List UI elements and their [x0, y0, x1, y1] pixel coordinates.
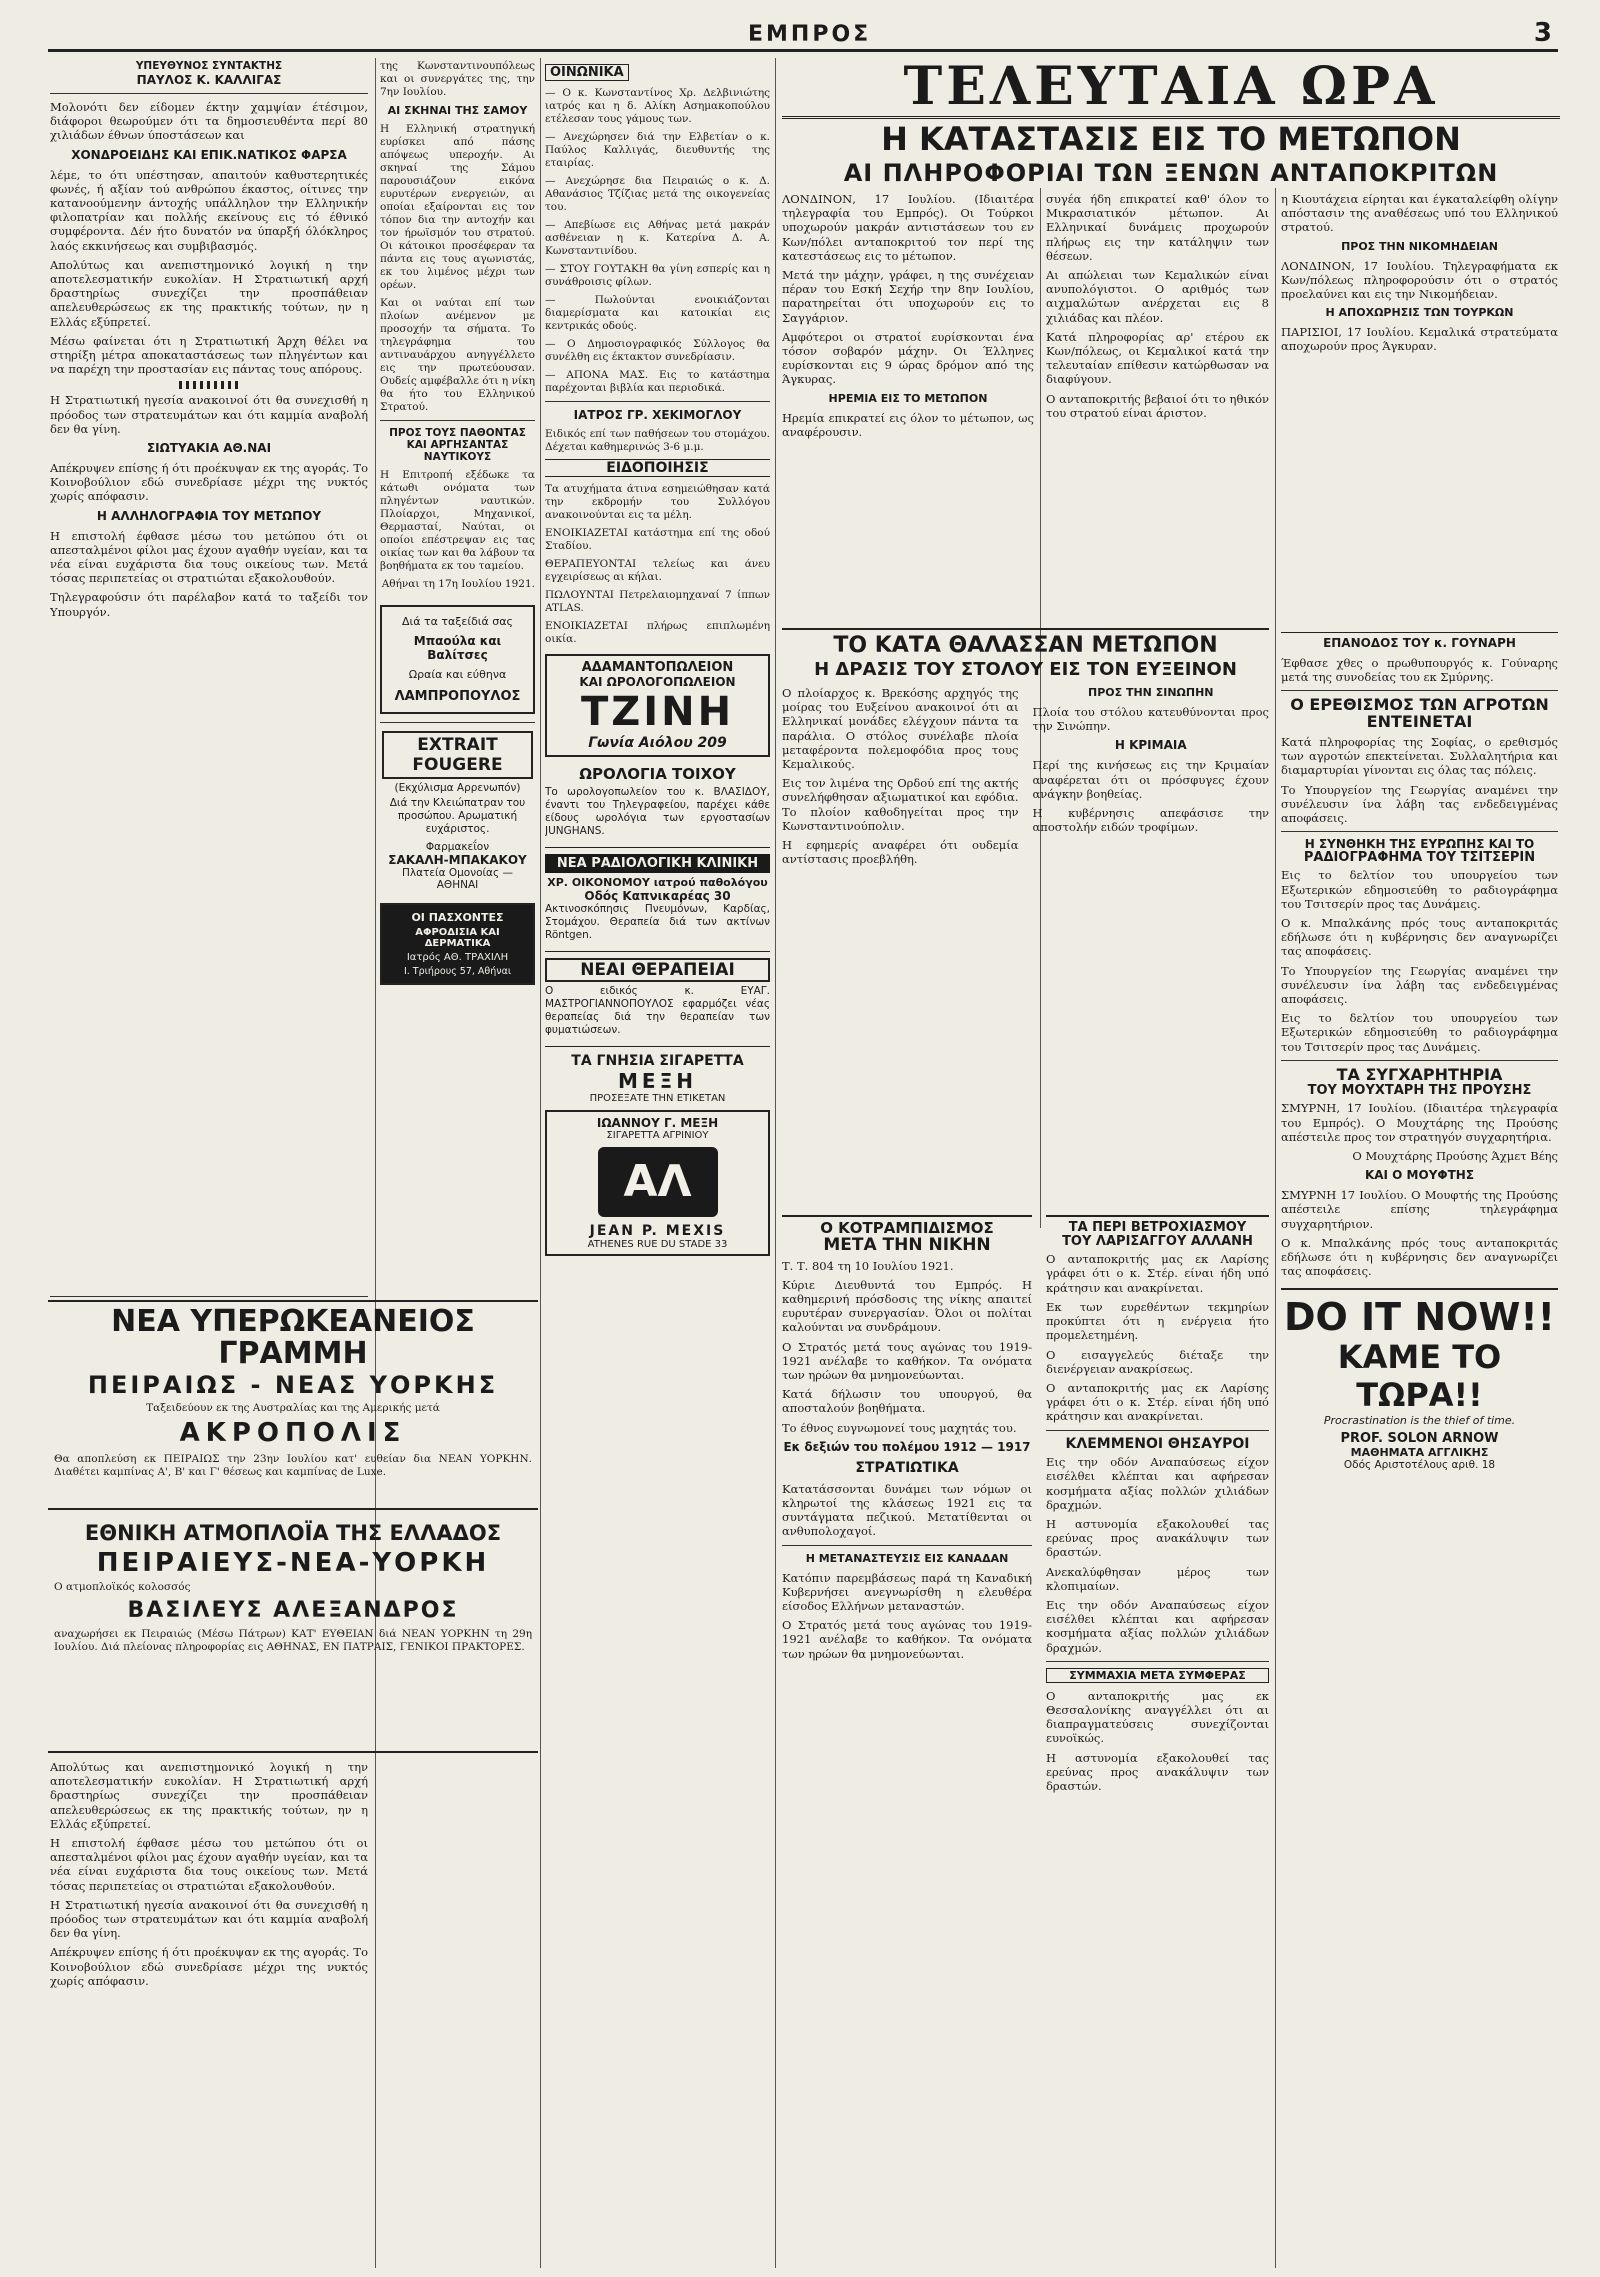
late-news-banner — [782, 58, 1560, 188]
story-title: ΚΛΕΜΜΕΝΟΙ ΘΗΣΑΥΡΟΙ — [1065, 1435, 1250, 1452]
ad-line: Ιατρός ΑΘ. ΤΡΑΧΙΛΗ — [406, 952, 509, 963]
ad-body: Το ωρολογοπωλείον του κ. ΒΛΑΣΙΔΟΥ, έναντι του Τηλεγραφείου, παρέχει κάθε είδους ωρολόγια των εργοστασίων JUNGHANS. — [545, 786, 770, 837]
ad-title: ΝΕΑΙ ΘΕΡΑΠΕΙΑΙ — [545, 958, 770, 982]
section-heading: ΗΡΕΜΙΑ ΕΙΣ ΤΟ ΜΕΤΩΠΟΝ — [828, 391, 988, 405]
ad-line: ΠΡΟΣΕΞΑΤΕ ΤΗΝ ΕΤΙΚΕΤΑΝ — [589, 1093, 726, 1104]
social-note: — ΑΠΟΝΑ ΜΑΣ. Εις το κατάστημα παρέχονται βιβλία και περιοδικά. — [545, 369, 770, 394]
ad-subtitle: Ο ατμοπλοϊκός κολοσσός — [54, 1581, 191, 1594]
section-kicker: ΣΙΩΤΥΑΚΙΑ ΑΘ.ΝΑΙ — [146, 441, 272, 456]
column-lower-right-middle — [1046, 1215, 1269, 2270]
article-dateline: Τ. Τ. 804 τη 10 Ιουλίου 1921. — [782, 1258, 954, 1273]
article-paragraph: Η Ελληνική στρατηγική ευρίσκει από πάσης απόψεως υπεροχήν. Αι σκηναί της Σάμου παρουσιάζουν εικόνα ευρυτέρων ενεργειών, αι οποίαι εξαίρονται εις τον τόπον δια την αντοχήν και τον ήρωϊσμόν του στρατού. Οι κάτοικοι προσέφεραν τα πάντα εις τους αγωνιστάς, εκ του λιμένος μέχρι των ορέων. — [380, 123, 535, 291]
divider — [1046, 1661, 1269, 1662]
column-3 — [545, 60, 770, 2270]
article-paragraph: Ο ανταποκριτής μας εκ Λαρίσης γράφει ότι ο κ. Στέρ. είναι ήδη υπό κράτησιν και ανακρίνεται. — [1046, 1252, 1269, 1295]
ad-wall-clocks — [545, 765, 770, 848]
ad-mexis-label — [545, 1110, 770, 1256]
article-paragraph: Ο εισαγγελεύς διέταξε την διενέργειαν ανακρίσεως. — [1046, 1347, 1269, 1376]
ad-national-steamship — [48, 1518, 538, 1753]
article-paragraph: Η κυβέρνησις απεφάσισε την αποστολήν ειδών τροφίμων. — [1032, 806, 1269, 835]
ad-brand: ΛΑΜΠΡΟΠΟΥΛΟΣ — [394, 689, 521, 704]
section-heading: ΕΙΔΟΠΟΙΗΣΙΣ — [545, 459, 770, 477]
right-column-a — [782, 192, 1034, 622]
column-2 — [380, 60, 535, 1295]
section-heading: ΠΡΟΣ ΤΗΝ ΣΙΝΩΠΗΝ — [1088, 685, 1214, 699]
social-note: — Απεβίωσε εις Αθήνας μετά μακράν ασθένειαν η κ. Κατερίνα Δ. Α. Κωνσταντινίδου. — [545, 219, 770, 257]
column-rule — [540, 58, 541, 2268]
banner-title: ΤΕΛΕΥΤΑΙΑ ΩΡΑ — [782, 58, 1560, 119]
article-paragraph: Αμφότεροι οι στρατοί ευρίσκονται ένα τόσον σοβαρόν μάχην. Οι Έλληνες ευρίσκονται εις 9 ώρας δρόμον από της Άγκυρας. — [782, 329, 1034, 387]
section-heading: Εκ δεξιών του πολέμου 1912 — 1917 — [783, 1439, 1031, 1454]
ad-line: Procrastination is the thief of time. — [1323, 1414, 1516, 1428]
section-kicker: Η ΑΛΛΗΛΟΓΡΑΦΙΑ ΤΟΥ ΜΕΤΩΠΟΥ — [96, 508, 322, 523]
ad-brand: ΜΕΞΗ — [618, 1069, 697, 1093]
story-title: Η ΣΥΝΘΗΚΗ ΤΗΣ ΕΥΡΩΠΗΣ ΚΑΙ ΤΟ — [1304, 837, 1535, 852]
editor-title: ΥΠΕΥΘΥΝΟΣ ΣΥΝΤΑΚΤΗΣ — [135, 60, 283, 72]
article-paragraph: Η αστυνομία εξακολουθεί τας ερεύνας προς ανακάλυψιν των δραστών. — [1046, 1517, 1269, 1560]
social-note: — Ο Δημοσιογραφικός Σύλλογος θα συνέλθη εις έκτακτον συνεδρίασιν. — [545, 338, 770, 363]
article-paragraph: Εις το δελτίον του υπουργείου των Εξωτερικών εδημοσιεύθη το ραδιογράφημα του Τσιτσερίν προς τας Δυνάμεις. — [1281, 868, 1558, 911]
article-paragraph: Περί της κινήσεως εις την Κριμαίαν αναφέρεται ότι οι πρόσφυγες έχουν ανάγκην βοηθείας. — [1032, 758, 1269, 801]
social-note: — Ο κ. Κωνσταντίνος Χρ. Δελβινιώτης ιατρός και η δ. Αλίκη Ασημακοπούλου ετέλεσαν τους γάμους των. — [545, 87, 770, 125]
ad-tzini-jewelry — [545, 654, 770, 757]
story-sea-front — [782, 628, 1269, 1208]
divider — [1046, 1430, 1269, 1431]
article-paragraph: Κατατάσσονται δυνάμει των νόμων οι κληρωτοί της κλάσεως 1921 εις τα συντάγματα πεζικού. Μετατίθενται οι ανθυπολοχαγοί. — [782, 1481, 1032, 1539]
right-column-b — [1046, 192, 1269, 622]
article-paragraph: Ο κ. Μπαλκάνης πρός τους ανταποκριτάς εδήλωσε ότι η κυβέρνησις δεν αναγνωρίζει τας αποφάσεις. — [1281, 916, 1558, 959]
article-paragraph: Η Στρατιωτική ηγεσία ανακοινοί ότι θα συνεχισθή η πρόοδος των στρατευμάτων και ότι καμμία αναβολή δεν θα γίνη. — [50, 393, 368, 436]
ad-ship-line-acropolis — [48, 1300, 538, 1510]
column-rule — [775, 58, 776, 2268]
right-column-c — [1281, 192, 1558, 622]
ad-title: EXTRAIT FOUGERE — [382, 731, 533, 779]
ad-line: (Εκχύλισμα Αρρενωπόν) — [394, 782, 521, 794]
article-paragraph: Η εφημερίς αναφέρει ότι ουδεμία αντίστασις προεβλήθη. — [782, 838, 1019, 867]
article-paragraph: Και οι ναύται επί των πλοίων ανέμενον με προσοχήν τα σήματα. Το τηλεγράφημα του αντιναυάρχου ανηγγέλλετο εις την πρωτεύουσαν. Ουδείς αμφέβαλλε ότι η νίκη θα ήτο του Ελληνικού Στρατού. — [380, 297, 535, 413]
article-paragraph: Ο κ. Μπαλκάνης πρός τους ανταποκριτάς εδήλωσε ότι η κυβέρνησις δεν αναγνωρίζει τας αποφάσεις. — [1281, 1235, 1558, 1279]
classified: ΠΩΛΟΥΝΤΑΙ Πετρελαιομηχαναί 7 ίππων ATLAS. — [545, 589, 770, 614]
story-body — [782, 686, 1269, 866]
ad-line: ΚΑΙ ΩΡΟΛΟΓΟΠΩΛΕΙΟΝ — [579, 675, 736, 689]
ad-luggage — [380, 605, 535, 714]
column-rule — [1275, 188, 1276, 2268]
article-paragraph: Ο ανταποκριτής μας εκ Θεσσαλονίκης αναγγέλλει ότι αι διαπραγματεύσεις συνεχίζονται ευνοϊκώς. — [1046, 1688, 1269, 1746]
ad-ship-name: ΒΑΣΙΛΕΥΣ ΑΛΕΞΑΝΔΡΟΣ — [127, 1598, 459, 1624]
story-title: Ο ΚΟΤΡΑΜΠΙΔΙΣΜΟΣ — [820, 1219, 994, 1237]
classified: ΘΕΡΑΠΕΥΟΝΤΑΙ τελείως και άνευ εγχειρίσεως αι κήλαι. — [545, 558, 770, 583]
social-note: — Ανεχώρησεν διά την Ελβετίαν ο κ. Παύλος Καλλιγάς, διευθυντής της εταιρίας. — [545, 131, 770, 169]
ad-title: ΤΑ ΓΝΗΣΙΑ ΣΙΓΑΡΕΤΤΑ — [571, 1053, 744, 1069]
main-headline: Η ΚΑΤΑΣΤΑΣΙΣ ΕΙΣ ΤΟ ΜΕΤΩΠΟΝ — [881, 120, 1461, 158]
masthead: ΕΜΠΡΟΣ — [748, 22, 872, 47]
article-paragraph: Τηλεγραφούσιν ότι παρέλαβον κατά το ταξείδι τον Υπουργόν. — [50, 590, 368, 619]
ad-brand: PROF. SOLON ARNOW — [1340, 1431, 1499, 1447]
article-dateline: Αθήναι τη 17η Ιουλίου 1921. — [381, 578, 535, 590]
story-subtitle: ΜΕΤΑ ΤΗΝ ΝΙΚΗΝ — [823, 1234, 991, 1255]
article-paragraph: Έφθασε χθες ο πρωθυπουργός κ. Γούναρης μετά της συνοδείας του εκ Σμύρνης. — [1281, 656, 1558, 685]
ad-line: ΟΙ ΠΑΣΧΟΝΤΕΣ — [411, 911, 504, 924]
right-column-c-lower — [1281, 628, 1558, 2268]
ad-route: ΠΕΙΡΑΙΕΥΣ-ΝΕΑ-ΥΟΡΚΗ — [96, 1548, 490, 1579]
ad-line: Ωραία και εύθηνα — [408, 668, 507, 681]
article-paragraph: Το Υπουργείον της Γεωργίας αναμένει την συνέλευσιν ίνα λάβη τας ενδεδειγμένας αποφάσεις. — [1281, 963, 1558, 1007]
ad-route: ΠΕΙΡΑΙΩΣ - ΝΕΑΣ ΥΟΡΚΗΣ — [87, 1371, 499, 1399]
ad-line: ΜΑΘΗΜΑΤΑ ΑΓΓΛΙΚΗΣ — [1350, 1446, 1489, 1460]
ad-line: ΑΔΑΜΑΝΤΟΠΩΛΕΙΟΝ — [581, 660, 734, 675]
ad-line: Διά τα ταξείδιά σας — [402, 615, 513, 628]
section-heading: ΙΑΤΡΟΣ ΓΡ. ΧΕΚΙΜΟΓΛΟΥ — [573, 408, 742, 422]
divider — [50, 93, 368, 94]
divider — [545, 401, 770, 402]
story-title: ΤΟ ΚΑΤΑ ΘΑΛΑΣΣΑΝ ΜΕΤΩΠΟΝ — [833, 633, 1218, 658]
divider — [50, 1296, 368, 1297]
section-heading: ΠΡΟΣ ΤΟΥΣ ΠΑΘΟΝΤΑΣ ΚΑΙ ΑΡΓΗΣΑΝΤΑΣ ΝΑΥΤΙΚΟΥΣ — [389, 427, 526, 463]
article-signature: Ο Μουχτάρης Προύσης Άχμετ Βέης — [1352, 1148, 1558, 1163]
social-note: — Πωλούνται ενοικιάζονται διαμερίσματα και κατοικίαι εις κεντρικάς οδούς. — [545, 294, 770, 332]
article-paragraph: Το έθνος ευγνωμονεί τους μαχητάς του. — [782, 1420, 1017, 1435]
ad-address: Οδός Καπνικαρέας 30 — [584, 889, 731, 903]
ad-mexis-cigarettes — [545, 1053, 770, 1256]
article-paragraph: Κύριε Διευθυντά του Εμπρός. Η καθημερινή πρόσδοσις της νίκης απαιτεί ευρυτέραν συνεργασίαν. Όλοι οι πολίται καλούνται να συνδράμουν. — [782, 1277, 1032, 1335]
article-paragraph: Η επιστολή έφθασε μέσω του μετώπου ότι οι απεσταλμένοι φίλοι μας έχουν αγαθήν υγείαν, και τα νέα είναι ευχάριστα δια τους οικείους των. Μετά τόσας περιπετείας οι στρατιώται εξακολουθούν. — [50, 1836, 368, 1893]
story-after-victory — [782, 1215, 1032, 2270]
article-paragraph: Ο ανταποκριτής βεβαιοί ότι το ηθικόν του στρατού είναι άριστον. — [1046, 391, 1269, 420]
section-heading: Η ΜΕΤΑΝΑΣΤΕΥΣΙΣ ΕΙΣ ΚΑΝΑΔΑΝ — [805, 1551, 1009, 1565]
article-paragraph: Μολονότι δεν είδομεν έκτην χαμψίαν έτέσιμον, διάφοροι θεωρούμεν ότι τα δημοσιευθέντα περί 80 χιλιάδων έθνων ύποστάσεων και — [50, 100, 368, 143]
column-1-bottom — [50, 1760, 368, 2260]
article-paragraph: συγέα ήδη επικρατεί καθ' όλον το Μικρασιατικόν μέτωπον. Αι Ελληνικαί δυνάμεις προχωρούν πλήρως εις την κατάληψιν των θέσεων. — [1046, 192, 1269, 263]
social-note: — ΣΤΟΥ ΓΟΥΤΑΚΗ θα γίνη εσπερίς και η συνάθροισις φίλων. — [545, 263, 770, 288]
article-paragraph: Εις τον λιμένα της Ορδού επί της ακτής συνελήφθησαν αξιωματικοί και εφόδια. Το πλοίον καθοδηγείται προς την Κωνσταντινούπολιν. — [782, 776, 1019, 833]
ad-address: Πλατεία Ομονοίας — ΑΘΗΝΑΙ — [402, 867, 513, 891]
section-heading: ΚΑΙ Ο ΜΟΥΦΤΗΣ — [1364, 1168, 1475, 1183]
ad-body: Ο ειδικός κ. ΕΥΑΓ. ΜΑΣΤΡΟΓΙΑΝΝΟΠΟΥΛΟΣ εφαρμόζει νέας θεραπείας διά την θεραπείαν των φυματιώσεων. — [545, 985, 770, 1036]
divider — [1281, 831, 1558, 832]
editor-name: ΠΑΥΛΟΣ Κ. ΚΑΛΛΙΓΑΣ — [136, 73, 282, 87]
section-heading: ΑΙ ΣΚΗΝΑΙ ΤΗΣ ΣΑΜΟΥ — [387, 104, 528, 117]
classified: ΕΝΟΙΚΙΑΖΕΤΑΙ κατάστημα επί της οδού Σταδίου. — [545, 527, 770, 552]
divider — [1281, 690, 1558, 691]
ad-title: ΩΡΟΛΟΓΙΑ ΤΟΙΧΟΥ — [579, 765, 736, 783]
article-paragraph: Μετά την μάχην, γράφει, η της συνέχειαν πέραν του Εσκή Σεχήρ την 8ην Ιουλίου, παρατηρείται ότι υποχωρούν εις το Σαγγάριον. — [782, 268, 1034, 325]
article-paragraph: Απολύτως και ανεπιστημονικό λογική η την αποτελεσματικήν ευκολίαν. Η Στρατιωτική αρχή δραστηρίως συνεχίζει την προσπάθειαν απελευθερώσεως εκ της πρακτικής τούτων, ην η Ελλάς εξύπρετεί. — [50, 257, 368, 329]
article-paragraph: ΛΟΝΔΙΝΟΝ, 17 Ιουλίου. (Ιδιαιτέρα τηλεγραφία του Εμπρός). Οι Τούρκοι υποχωρούν μακράν αντιστάσεων του εν Κων/πόλει ανταποκριτού τον περί της κατεστάσεως εις το μέτωπον. — [782, 192, 1034, 263]
main-subheadline: ΑΙ ΠΛΗΡΟΦΟΡΙΑΙ ΤΩΝ ΞΕΝΩΝ ΑΝΤΑΠΟΚΡΙΤΩΝ — [843, 158, 1499, 187]
article-paragraph: ΣΜΥΡΝΗ 17 Ιουλίου. Ο Μουφτής της Προύσης απέστειλε επίσης τηλεγράφημα συγχαρητήριον. — [1281, 1188, 1558, 1231]
section-heading: Η ΑΠΟΧΩΡΗΣΙΣ ΤΩΝ ΤΟΥΡΚΩΝ — [1325, 306, 1514, 320]
divider — [782, 1545, 1032, 1546]
story-subtitle: Η ΔΡΑΣΙΣ ΤΟΥ ΣΤΟΛΟΥ ΕΙΣ ΤΟΝ ΕΥΞΕΙΝΟΝ — [814, 659, 1237, 681]
classified: Τα ατυχήματα άτινα εσημειώθησαν κατά την εκδρομήν του Συλλόγου ανακοινούνται εις τα μέλη. — [545, 483, 770, 521]
ad-line: ΙΩΑΝΝΟΥ Γ. ΜΕΞΗ — [596, 1116, 719, 1130]
ad-title: ΝΕΑ ΥΠΕΡΩΚΕΑΝΕΙΟΣ ΓΡΑΜΜΗ — [111, 1304, 475, 1371]
ad-brand: JEAN P. MEXIS — [589, 1223, 726, 1239]
column-rule — [375, 58, 376, 2268]
ad-title: ΝΕΑ ΡΑΔΙΟΛΟΓΙΚΗ ΚΛΙΝΙΚΗ — [545, 854, 770, 873]
section-kicker: ΧΟΝΔΡΟΕΙΔΗΣ ΚΑΙ ΕΠΙΚ.ΝΑΤΙΚΟΣ ΦΑΡΣΑ — [71, 147, 347, 162]
article-paragraph: Απέκρυψεν επίσης ή ότι προέκυψαν εκ της αγοράς. Το Κοινοβούλιον εδώ συνεδρίασε μέχρι της νυκτός χωρίς απόφασιν. — [50, 461, 368, 504]
article-paragraph: Πλοία του στόλου κατευθύνονται προς την Σινώπην. — [1032, 704, 1269, 734]
ad-line: ΣΙΓΑΡΕΤΤΑ ΑΓΡΙΝΙΟΥ — [606, 1130, 709, 1141]
article-paragraph: Εις το δελτίον του υπουργείου των Εξωτερικών εδημοσιεύθη το ραδιογράφημα του Τσιτσερίν προς τας Δυνάμεις. — [1281, 1011, 1558, 1054]
page-header — [48, 18, 1558, 52]
article-paragraph: Απολύτως και ανεπιστημονικό λογική η την αποτελεσματικήν ευκολίαν. Η Στρατιωτική αρχή δραστηρίως συνεχίζει την προσπάθειαν απελευθερώσεως εκ της πρακτικής τούτων, ην η Ελλάς εξύπρετεί. — [50, 1760, 368, 1831]
section-heading: ΠΡΟΣ ΤΗΝ ΝΙΚΟΜΗΔΕΙΑΝ — [1341, 239, 1498, 253]
story-title: ΣΥΜΜΑΧΙΑ ΜΕΤΑ ΣΥΜΦΕΡΑΣ — [1046, 1668, 1269, 1683]
ad-line: Φαρμακεΐον — [425, 841, 490, 853]
story-subtitle: ΤΟΥ ΛΑΡΙΣΑΓΓΟΥ ΑΛΛΑΝΗ — [1062, 1233, 1253, 1249]
divider — [1281, 1060, 1558, 1061]
article-paragraph: λέμε, το ότι υπέστησαν, απαιτούν καθυστερητικές φωνές, ή αξίαν τού ανθρώπου έκαστος, οίτινες την κατανοούμενην άντοχής υπάλληλον την Ελληνικήν φιλοπατρίαν και πολλής εκείνους εις τό έθνικό συμφέροντα. Δέν ήτο δυνατόν να ύπαρξή όλόκληρος λαός εκκινήσεως και συμβιβασμός. — [50, 167, 368, 253]
article-paragraph: η Κιουτάχεια είρηται και έγκαταλείφθη ολίγην απόστασιν της αναθέσεως υπό του Ελληνικού στρατού. — [1281, 192, 1558, 235]
ad-address: Οδός Αριστοτέλους αριθ. 18 — [1343, 1459, 1496, 1472]
ad-brand: ΤΖΙΝΗ — [580, 689, 735, 735]
divider — [380, 420, 535, 421]
article-paragraph: Μέσω φαίνεται ότι η Στρατιωτική Άρχη θέλει να στηρίξη μέτρα αποκαταστάσεως των πληγέντων και να παρέχη την προστασίαν εις πάντας τους απόρους. — [50, 333, 368, 377]
divider — [380, 722, 535, 723]
story-title: ΕΠΑΝΟΔΟΣ ΤΟΥ κ. ΓΟΥΝΑΡΗ — [1281, 632, 1558, 650]
article-paragraph: ΣΜΥΡΝΗ, 17 Ιουλίου. (Ιδιαιτέρα τηλεγραφία του Εμπρός). Ο Μουχτάρης της Προύσης απέστειλε προς τον στρατηγόν συγχαρητήρια. — [1281, 1101, 1558, 1144]
story-title: ΤΑ ΣΥΓΧΑΡΗΤΗΡΙΑ — [1336, 1064, 1503, 1084]
article-paragraph: Κατόπιν παρεμβάσεως παρά τη Καναδική Κυβερνήσει ανεγνωρίσθη η ελευθέρα είσοδος Ελλήνων μεταναστών. — [782, 1570, 1032, 1614]
article-paragraph: Κατά δήλωσιν του υπουργού, θα αποσταλούν βοηθήματα. — [782, 1387, 1032, 1416]
article-paragraph: Ο ανταποκριτής μας εκ Λαρίσης γράφει ότι ο κ. Στέρ. είναι ήδη υπό κράτησιν και ανακρίνεται. — [1046, 1380, 1269, 1424]
article-paragraph: Εις την οδόν Αναπαύσεως είχον εισέλθει κλέπται και αφήρεσαν κοσμήματα αξίας πολλών χιλιάδων δραχμών. — [1046, 1598, 1269, 1655]
classified: Ειδικός επί των παθήσεων του στομάχου. Δέχεται καθημερινώς 3-6 μ.μ. — [545, 428, 770, 453]
article-paragraph: Το Υπουργείον της Γεωργίας αναμένει την συνέλευσιν ίνα λάβη τας ενδεδειγμένας αποφάσεις. — [1281, 782, 1558, 826]
ad-line: Μπαούλα και Βαλίτσες — [413, 634, 502, 662]
ad-brand: ΣΑΚΑΛΗ-ΜΠΑΚΑΚΟΥ — [388, 853, 527, 867]
story-subtitle: ΡΑΔΙΟΓΡΑΦΗΜΑ ΤΟΥ ΤΣΙΤΣΕΡΙΝ — [1303, 849, 1536, 865]
article-paragraph: Ηρεμία επικρατεί εις όλον το μέτωπον, ως αναφέρουσιν. — [782, 410, 1034, 439]
article-paragraph: Εκ των ευρεθέντων τεκμηρίων προκύπτει ότι η ενέργεια ήτο προμελετημένη. — [1046, 1299, 1269, 1343]
ad-line: ΑΦΡΟΔΙΣΙΑ ΚΑΙ ΔΕΡΜΑΤΙΚΑ — [415, 927, 500, 949]
page-number: 3 — [1533, 18, 1552, 48]
article-paragraph: Κατά πληροφορίας της Σοφίας, ο ερεθισμός των αγροτών επεκτείνεται. Συλλαλητήρια και διαμαρτυρίαι γίνονται εις όλας τας πόλεις. — [1281, 735, 1558, 778]
article-paragraph: Απέκρυψεν επίσης ή ότι προέκυψαν εκ της αγοράς. Το Κοινοβούλιον εδώ συνεδρίασε μέχρι της νυκτός χωρίς απόφασιν. — [50, 1945, 368, 1988]
ad-address: Ι. Τριήρους 57, Αθήναι — [403, 966, 512, 977]
article-paragraph: Ο Στρατός μετά τους αγώνας του 1919-1921 ανέλαβε το καθήκον. Τα ονόματα των ηρώων θα μνημονεύωνται. — [782, 1339, 1032, 1383]
ad-radiology-clinic — [545, 854, 770, 952]
classified: ΕΝΟΙΚΙΑΖΕΤΑΙ πλήρως επιπλωμένη οικία. — [545, 620, 770, 645]
story-title: Ο ΕΡΕΘΙΣΜΟΣ ΤΩΝ ΑΓΡΟΤΩΝ ΕΝΤΕΙΝΕΤΑΙ — [1290, 695, 1549, 732]
ad-title: DO IT NOW!! — [1283, 1295, 1556, 1340]
mexis-logo-icon: ΑΛ — [598, 1147, 718, 1217]
ornament — [179, 381, 239, 389]
article-paragraph: Ο πλοίαρχος κ. Βρεκόσης αρχηγός της μοίρας του Ευξείνου ανακοινοί ότι αι Ελληνικαί μονάδες ελέγχουν πάντα τα παράλια. Ο στόλος συνέλαβε πλοία μεταφέροντα πολεμοφόδια προς τους Κεμαλικούς. — [782, 685, 1019, 771]
section-heading: ΟΙΝΩΝΙΚΑ — [545, 64, 629, 81]
ad-extrait-fougere — [380, 729, 535, 893]
section-heading: ΣΤΡΑΤΙΩΤΙΚΑ — [855, 1459, 959, 1476]
article-paragraph: ΛΟΝΔΙΝΟΝ, 17 Ιουλίου. Τηλεγραφήματα εκ Κων/πόλεως πληροφορούσιν ότι ο στρατός προελαύνει και εις την Νικομήδειαν. — [1281, 258, 1558, 302]
story-subtitle: ΤΟΥ ΜΟΥΧΤΑΡΗ ΤΗΣ ΠΡΟΥΣΗΣ — [1307, 1082, 1532, 1098]
ad-clinic — [380, 903, 535, 985]
article-paragraph: Η αστυνομία εξακολουθεί τας ερεύνας προς ανακάλυψιν των δραστών. — [1046, 1750, 1269, 1794]
section-heading: Η ΚΡΙΜΑΙΑ — [1114, 738, 1187, 753]
story-title: ΤΑ ΠΕΡΙ ΒΕΤΡΟΧΙΑΣΜΟΥ — [1068, 1220, 1247, 1235]
ad-body: αναχωρήσει εκ Πειραιώς (Μέσω Πάτρων) ΚΑΤ' ΕΥΘΕΙΑΝ διά ΝΕΑΝ ΥΟΡΚΗΝ τη 29η Ιουλίου. Διά πλείονας πληροφορίας εις ΑΘΗΝΑΣ, ΕΝ ΠΑΤΡΑΙΣ, ΓΕΝΙΚΟΙ ΠΡΑΚΤΟΡΕΣ. — [54, 1628, 532, 1654]
social-note: — Ανεχώρησε δια Πειραιώς ο κ. Δ. Αθανάσιος Τζίζιας μετά της οικογενείας του. — [545, 175, 770, 213]
article-paragraph: Ανεκαλύφθησαν μέρος των κλοπιμαίων. — [1046, 1564, 1269, 1593]
ad-subtitle: ΚΑΜΕ ΤΟ ΤΩΡΑ!! — [1337, 1338, 1502, 1415]
article-paragraph: ΠΑΡΙΣΙΟΙ, 17 Ιουλίου. Κεμαλικά στρατεύματα αποχωρούν προς Άγκυραν. — [1281, 325, 1558, 354]
article-paragraph: Κατά πληροφορίας αρ' ετέρου εκ Κων/πόλεως, οι Κεμαλικοί κατά την τελευταίαν επίθεσιν κατώρθωσαν να διαφύγουν. — [1046, 329, 1269, 387]
article-paragraph: Ο Στρατός μετά τους αγώνας του 1919-1921 ανέλαβε το καθήκον. Τα ονόματα των ηρώων θα μνημονεύωνται. — [782, 1618, 1032, 1661]
article-paragraph: Εις την οδόν Αναπαύσεως είχον εισέλθει κλέπται και αφήρεσαν κοσμήματα αξίας πολλών χιλιάδων δραχμών. — [1046, 1455, 1269, 1512]
ad-address: Γωνία Αιόλου 209 — [588, 735, 727, 751]
article-paragraph: Η επιστολή έφθασε μέσω του μετώπου ότι οι απεσταλμένοι φίλοι μας έχουν αγαθήν υγείαν, και τα νέα είναι ευχάριστα δια τους οικείους των. Μετά τόσας περιπετείας οι στρατιώται εξακολουθούν. — [50, 528, 368, 586]
article-paragraph: Αι απώλειαι των Κεμαλικών είναι ανυπολόγιστοι. Ο αριθμός των αιχμαλώτων ανέρχεται εις 8 χιλιάδας και πλέον. — [1046, 268, 1269, 325]
ad-subtitle: Ταξειδεύουν εκ της Αυστραλίας και της Αμερικής μετά — [146, 1402, 440, 1415]
ad-title: ΕΘΝΙΚΗ ΑΤΜΟΠΛΟΪΑ ΤΗΣ ΕΛΛΑΔΟΣ — [84, 1521, 502, 1545]
ad-line: ΧΡ. ΟΙΚΟΝΟΜΟΥ ιατρού παθολόγου — [547, 876, 768, 889]
ad-address: ATHENES RUE DU STADE 33 — [587, 1239, 728, 1250]
ad-body: Ακτινοσκόπησις Πνευμόνων, Καρδίας, Στομάχου. Θεραπεία διά των ακτίνων Röntgen. — [545, 903, 770, 941]
article-paragraph: Η Επιτροπή εξέδωκε τα κάτωθι ονόματα των πληγέντων ναυτικών. Πλοίαρχοι, Μηχανικοί, Θερμασταί, Ναύται, οι οποίοι επέστρεψαν εις τας οικίας των και θα λάβουν τα βοηθήματα εκ του ταμείου. — [380, 469, 535, 572]
ad-line: Διά την Κλειώπατραν του προσώπου. Αρωματική ευχάριστος. — [389, 797, 526, 835]
ad-do-it-now — [1281, 1288, 1558, 1471]
ad-ship-name: ΑΚΡΟΠΟΛΙΣ — [179, 1418, 407, 1449]
ad-body: Θα αποπλεύση εκ ΠΕΙΡΑΙΩΣ την 23ην Ιουλίου κατ' ευθείαν δια ΝΕΑΝ ΥΟΡΚΗΝ. Διαθέτει καμπίνας Α', Β' και Γ' θέσεως και καμπίνας de Luxe. — [54, 1453, 532, 1479]
ad-new-therapies — [545, 958, 770, 1047]
article-paragraph: της Κωνσταντινουπόλεως και οι συνεργάτες της, την 7ην Ιουλίου. — [380, 60, 535, 98]
article-paragraph: Η Στρατιωτική ηγεσία ανακοινοί ότι θα συνεχισθή η πρόοδος των στρατευμάτων και ότι καμμία αναβολή δεν θα γίνη. — [50, 1897, 368, 1941]
